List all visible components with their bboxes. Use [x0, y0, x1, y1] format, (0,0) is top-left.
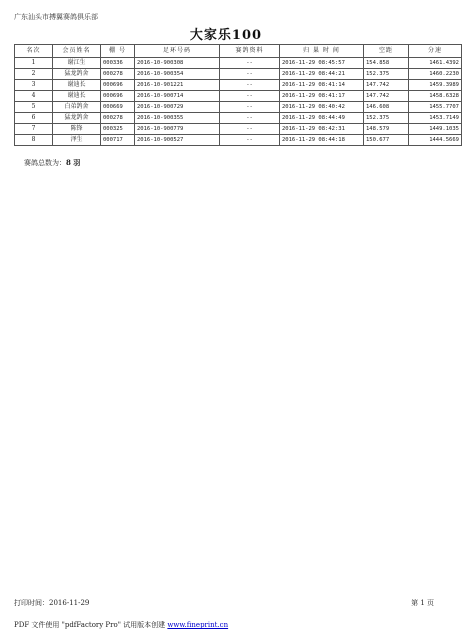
col-ring-header: 足环号码	[135, 45, 220, 58]
arrival-cell: 2016-11-29 08:40:42	[280, 102, 364, 113]
pdf-footer	[14, 620, 228, 630]
distance-cell: 146.608	[364, 102, 409, 113]
arrival-cell: 2016-11-29 08:44:18	[280, 135, 364, 146]
member-cell: 猛龙鸽舍	[53, 113, 101, 124]
col-info-header: 赛鸽资料	[220, 45, 280, 58]
arrival-cell: 2016-11-29 08:41:17	[280, 91, 364, 102]
loft-cell: 000696	[101, 91, 135, 102]
distance-cell: 154.858	[364, 58, 409, 69]
rank-cell: 3	[15, 80, 53, 91]
rank-cell: 6	[15, 113, 53, 124]
speed-cell: 1453.7149	[409, 113, 462, 124]
info-cell: --	[220, 113, 280, 124]
arrival-cell: 2016-11-29 08:41:14	[280, 80, 364, 91]
speed-cell: 1461.4392	[409, 58, 462, 69]
ring-cell: 2016-10-900729	[135, 102, 220, 113]
table-header-row	[15, 45, 462, 58]
info-cell: --	[220, 102, 280, 113]
loft-cell: 000278	[101, 69, 135, 80]
info-cell: --	[220, 124, 280, 135]
table-row	[15, 58, 462, 69]
rank-cell: 8	[15, 135, 53, 146]
distance-cell: 150.677	[364, 135, 409, 146]
page-number: 第 1 页	[411, 599, 434, 607]
col-arrival-header: 归 巢 时 间	[280, 45, 364, 58]
speed-cell: 1459.3989	[409, 80, 462, 91]
speed-cell: 1444.5669	[409, 135, 462, 146]
loft-cell: 000696	[101, 80, 135, 91]
table-row	[15, 91, 462, 102]
ring-cell: 2016-10-900527	[135, 135, 220, 146]
member-cell: 谢迪长	[53, 91, 101, 102]
pdf-note: PDF 文件使用 "pdfFactory Pro" 试用版本创建	[14, 621, 168, 629]
table-row	[15, 102, 462, 113]
arrival-cell: 2016-11-29 08:44:49	[280, 113, 364, 124]
rank-cell: 2	[15, 69, 53, 80]
rank-cell: 5	[15, 102, 53, 113]
rank-cell: 1	[15, 58, 53, 69]
total-label: 赛鸽总数为：	[24, 159, 66, 167]
ring-cell: 2016-10-900355	[135, 113, 220, 124]
member-cell: 泽生	[53, 135, 101, 146]
loft-cell: 000336	[101, 58, 135, 69]
arrival-cell: 2016-11-29 08:42:31	[280, 124, 364, 135]
report-title: 大家乐100	[189, 28, 263, 43]
ring-cell: 2016-10-900714	[135, 91, 220, 102]
distance-cell: 148.579	[364, 124, 409, 135]
print-time: 打印时间：2016-11-29	[14, 599, 90, 607]
rank-cell: 4	[15, 91, 53, 102]
member-cell: 陈锋	[53, 124, 101, 135]
arrival-cell: 2016-11-29 08:44:21	[280, 69, 364, 80]
table-row	[15, 69, 462, 80]
club-name: 广东汕头市搏翼赛鸽俱乐部	[14, 13, 98, 21]
info-cell: --	[220, 58, 280, 69]
loft-cell: 000717	[101, 135, 135, 146]
speed-cell: 1455.7707	[409, 102, 462, 113]
speed-cell: 1449.1035	[409, 124, 462, 135]
distance-cell: 147.742	[364, 80, 409, 91]
arrival-cell: 2016-11-29 08:45:57	[280, 58, 364, 69]
member-cell: 谢迪长	[53, 80, 101, 91]
ring-cell: 2016-10-900779	[135, 124, 220, 135]
member-cell: 谢江生	[53, 58, 101, 69]
speed-cell: 1458.6328	[409, 91, 462, 102]
info-cell: --	[220, 69, 280, 80]
fineprint-link[interactable]: www.fineprint.cn	[167, 621, 229, 629]
member-cell: 猛龙鸽舍	[53, 69, 101, 80]
member-cell: 白弟鸽舍	[53, 102, 101, 113]
loft-cell: 000669	[101, 102, 135, 113]
col-speed-header: 分速	[409, 45, 462, 58]
col-member-header: 会员姓名	[53, 45, 101, 58]
total-birds	[24, 158, 80, 168]
ring-cell: 2016-10-900308	[135, 58, 220, 69]
distance-cell: 152.375	[364, 113, 409, 124]
rank-cell: 7	[15, 124, 53, 135]
info-cell: --	[220, 135, 280, 146]
col-distance-header: 空距	[364, 45, 409, 58]
total-count: 8 羽	[66, 158, 81, 167]
distance-cell: 147.742	[364, 91, 409, 102]
ring-cell: 2016-10-901221	[135, 80, 220, 91]
col-loft-header: 棚 号	[101, 45, 135, 58]
results-table	[14, 44, 462, 146]
loft-cell: 000325	[101, 124, 135, 135]
table-row	[15, 113, 462, 124]
col-rank-header: 名次	[15, 45, 53, 58]
table-row	[15, 124, 462, 135]
speed-cell: 1460.2230	[409, 69, 462, 80]
ring-cell: 2016-10-900354	[135, 69, 220, 80]
table-row	[15, 135, 462, 146]
info-cell: --	[220, 91, 280, 102]
loft-cell: 000278	[101, 113, 135, 124]
table-row	[15, 80, 462, 91]
info-cell: --	[220, 80, 280, 91]
distance-cell: 152.375	[364, 69, 409, 80]
